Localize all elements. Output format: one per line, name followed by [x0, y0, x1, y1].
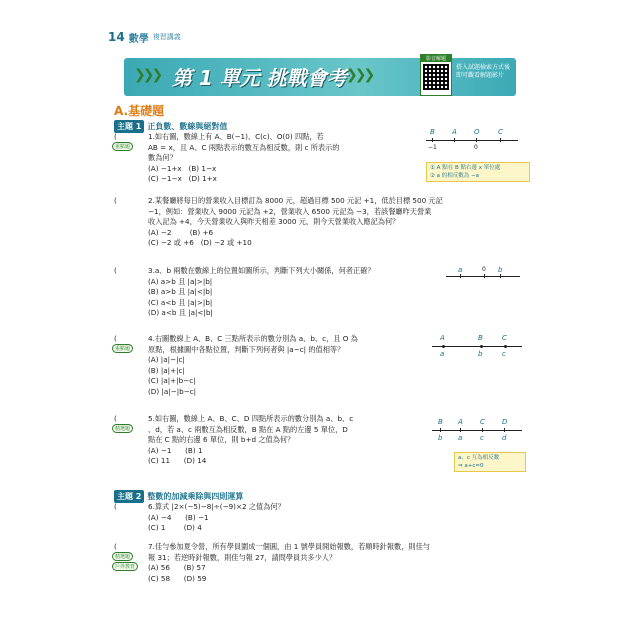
question — [108, 334, 418, 398]
topic-tag: 主題 2 — [114, 490, 144, 503]
option: (A) −4 (B) −1 — [148, 512, 209, 522]
point-label: A — [458, 418, 463, 426]
point-label: C — [480, 418, 485, 426]
topic-title: 正負數、數線與絕對值 — [147, 122, 228, 131]
point-label: a — [440, 350, 445, 358]
option: (A) a>b 且 |a|>|b| — [148, 276, 213, 286]
question-number: 2. — [148, 196, 155, 205]
question-number: 1. — [148, 132, 155, 141]
question-number: 5. — [148, 414, 155, 423]
question-badge: 重點題 — [112, 344, 133, 353]
option: (C) −1−x (D) 1+x — [148, 174, 217, 184]
page-header — [108, 28, 181, 46]
hint-box: ① A 點在 B 點右邊 x 單位處 ② a 的相反數為 −a — [426, 162, 530, 182]
question-number: 3. — [148, 266, 155, 275]
option: (B) a>b 且 |a|<|b| — [148, 287, 213, 297]
option: (C) −2 或 +6 (D) −2 或 +10 — [148, 238, 252, 248]
question-line: 佳勻參加夏令營，所有學員圍成一個圓，由 1 號學員開始報數，若順時針報數，則佳勻 — [154, 542, 430, 551]
question-line: 點在 C 點的右邊 6 單位，則 b+d 之值為何？ — [148, 435, 295, 445]
question — [108, 414, 418, 467]
textbook-page — [108, 28, 536, 628]
answer-paren[interactable]: ( — [114, 132, 117, 141]
tick-label: −1 — [428, 144, 437, 151]
book-subtitle: 複習講義 — [152, 33, 181, 41]
point-label: O — [474, 128, 480, 136]
qr-note: 搭入試題檢索方式後即可觀看解題影片 — [456, 64, 511, 79]
option: (C) |a|+|b−c| — [148, 376, 196, 386]
answer-paren[interactable]: ( — [114, 414, 117, 423]
question-badge: 精選題 — [112, 552, 133, 561]
answer-paren[interactable]: ( — [114, 542, 117, 551]
section-heading: A.基礎題 — [114, 104, 165, 118]
hint-box: a、c 互為相反數 ⇒ a+c=0 — [454, 452, 526, 472]
point-label: c — [502, 350, 506, 358]
option: (A) −1 (B) 1 — [148, 445, 203, 455]
point-label: C — [498, 128, 503, 136]
option: (D) a<b 且 |a|<|b| — [148, 308, 213, 318]
point-label: c — [480, 434, 484, 442]
option: (D) |a|−|b−c| — [148, 386, 197, 396]
option: (C) 11 (D) 14 — [148, 456, 207, 466]
point-label: B — [478, 334, 483, 342]
unit-banner — [124, 58, 516, 96]
question — [108, 132, 418, 185]
option: (C) a<b 且 |a|>|b| — [148, 297, 213, 307]
qr-tag: 影音解題 — [421, 55, 451, 62]
question — [108, 502, 418, 534]
question-line: −1，例如：營業收入 9000 元記為 +2，營業收入 6500 元記為 −3，若該餐廳昨天營業 — [148, 206, 432, 216]
question-badge: 重點題 — [112, 142, 133, 151]
chevron-left-icon: ❯❯❯ — [134, 67, 161, 83]
answer-paren[interactable]: ( — [114, 334, 117, 343]
question-number: 6. — [148, 502, 155, 511]
point-label: d — [502, 434, 507, 442]
option: (B) |a|+|c| — [148, 365, 185, 375]
question — [108, 196, 528, 249]
question-line: 報 31；若逆時針報數，則佳勻報 27，請問學員共多少人？ — [148, 552, 337, 562]
qr-code[interactable] — [420, 54, 452, 96]
question-line: 原點，根據圖中各點位置，判斷下列何者與 |a−c| 的值相等？ — [148, 344, 345, 354]
question-line: 算式 |2×(−5)−8|÷(−9)×2 之值為何？ — [154, 502, 285, 511]
option: (A) |a|−|c| — [148, 355, 185, 365]
question-number: 4. — [148, 334, 155, 343]
page-number: 14 — [108, 30, 125, 44]
answer-paren[interactable]: ( — [114, 502, 117, 511]
point-label: b — [498, 266, 503, 274]
option: (A) −1+x (B) 1−x — [148, 163, 217, 173]
question-line: AB = x，且 A、C 兩點表示的數互為相反數，則 c 所表示的 — [148, 142, 340, 152]
point-label: b — [438, 434, 443, 442]
point-label: b — [478, 350, 483, 358]
answer-paren[interactable]: ( — [114, 196, 117, 205]
point-label: A — [440, 334, 445, 342]
option: (C) 58 (D) 59 — [148, 573, 207, 583]
topic-title: 整數的加減乘除與四則運算 — [147, 492, 244, 501]
point-label: B — [430, 128, 435, 136]
point-label: 0 — [482, 266, 486, 273]
point-label: A — [452, 128, 457, 136]
point-label: D — [502, 418, 508, 426]
option: (C) 1 (D) 4 — [148, 523, 202, 533]
question-line: 某餐廳將每日的營業收入目標訂為 8000 元，超過目標 500 元記 +1，低於目標 500 元記 — [154, 196, 443, 205]
unit-title: 第 1 單元 挑戰會考 — [172, 66, 347, 90]
point-label: a — [458, 434, 463, 442]
tick-label: 0 — [474, 144, 478, 151]
topic-tag: 主題 1 — [114, 120, 144, 133]
qr-code-icon — [423, 64, 449, 90]
question-line: a、b 兩數在數線上的位置如圖所示，判斷下列大小關係，何者正確？ — [154, 266, 375, 275]
question — [108, 542, 528, 584]
point-label: B — [438, 418, 443, 426]
option: (A) −2 (B) +6 — [148, 227, 214, 237]
option: (A) 56 (B) 57 — [148, 563, 206, 573]
question-line: 右圖數線上 A、B、C 三點所表示的數分別為 a、b、c，且 O 為 — [154, 334, 358, 343]
question-line: 收入記為 +4，今天營業收入與昨天相差 3000 元，則今天營業收入應記為何？ — [148, 217, 400, 227]
chevron-right-icon: ❯❯❯ — [346, 67, 373, 83]
point-label: a — [458, 266, 463, 274]
question-line: 數為何？ — [148, 153, 177, 163]
question — [108, 266, 418, 319]
answer-paren[interactable]: ( — [114, 266, 117, 275]
question-line: 如右圖，數線上 A、B、C、D 四點所表示的數分別為 a、b、c — [154, 414, 354, 423]
question-line: 、d，若 a、c 兩數互為相反數，B 點在 A 點的左邊 5 單位，D — [148, 424, 348, 434]
point-label: C — [502, 334, 507, 342]
question-line: 如右圖，數線上有 A、B(−1)、C(c)、O(0) 四點，若 — [154, 132, 324, 141]
question-badge: 精選題 — [112, 424, 133, 433]
book-title: 數學 — [128, 33, 149, 45]
question-badge: 戶外教育 — [112, 562, 138, 571]
question-number: 7. — [148, 542, 155, 551]
